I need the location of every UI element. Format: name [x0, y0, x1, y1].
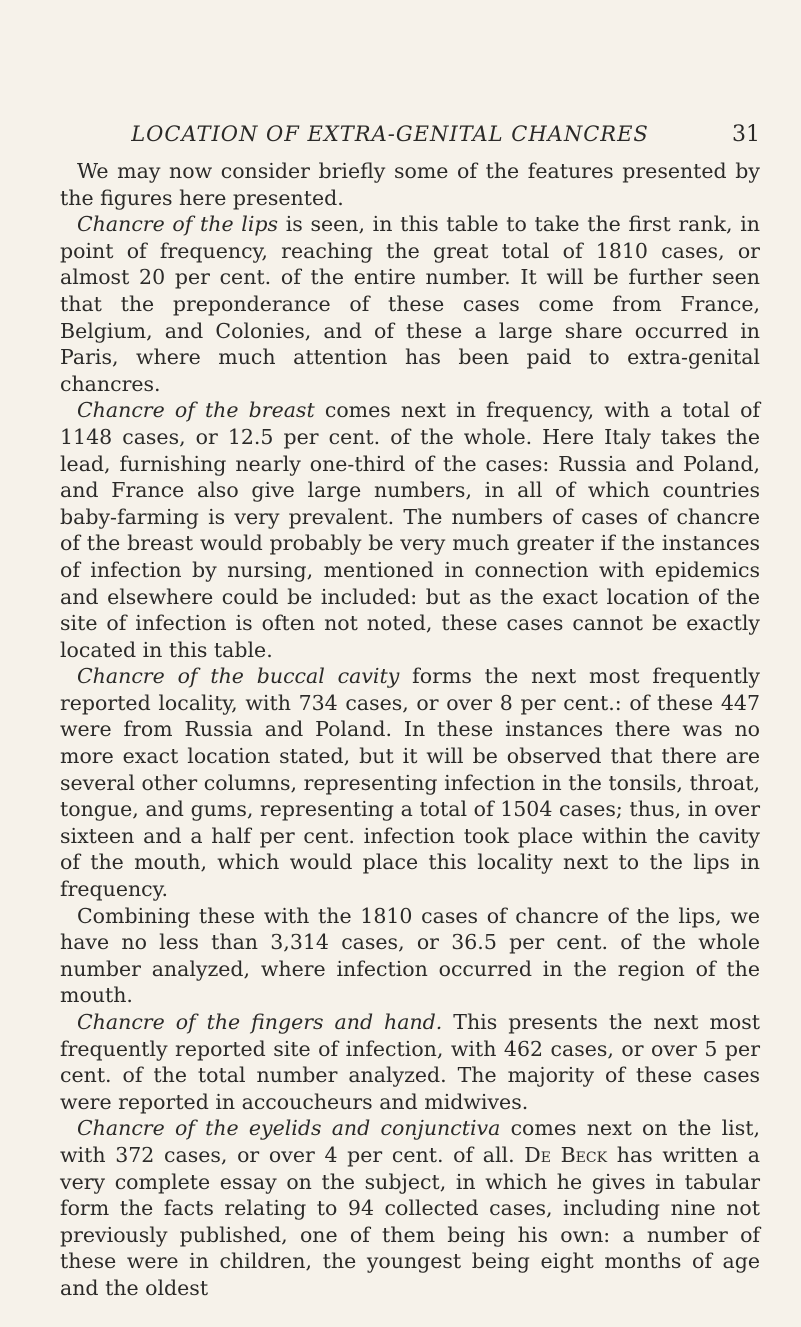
paragraph-lead: Chancre of the breast — [77, 398, 315, 423]
author-name: De Beck — [524, 1142, 608, 1167]
paragraph-text: We may now consider briefly some of the features presented by the figures here presented. — [60, 159, 760, 210]
paragraph-text: forms the next most frequently reported locality, with 734 cases, or over 8 per cent.: of these 447 were from Russia and Poland. In these instances there was no more exact location stated, but it will be observed that there are several other columns, representing infection in the tonsils, throat, tongue, and gums, representing a total of 1504 cases; thus, in over sixteen and a half per cent. infection took place within the cavity of the mouth, which would place this locality next to the lips in frequency. — [60, 664, 760, 902]
paragraph-text: comes next on the list, with 372 cases, or over 4 per cent. of all. — [60, 1116, 760, 1167]
paragraph-text: is seen, in this table to take the first rank, in point of frequency, reaching the great total of 1810 cases, or almost 20 per cent. of the entire number. It will be further seen that the preponderance of these cases come from France, Belgium, and Colonies, and of these a large share occurred in Paris, where much attention has been paid to extra-genital chancres. — [60, 212, 760, 396]
page-header — [60, 122, 760, 152]
book-page — [60, 0, 760, 1327]
paragraph — [60, 1115, 760, 1301]
paragraph — [60, 158, 760, 211]
paragraph — [60, 663, 760, 902]
paragraph-text: Combining these with the 1810 cases of chancre of the lips, we have no less than 3,314 cases, or 36.5 per cent. of the whole number analyzed, where infection occurred in the region of the mouth. — [60, 903, 760, 1008]
paragraph — [60, 211, 760, 397]
paragraph — [60, 1009, 760, 1115]
paragraph-text-continued: has written a very complete essay on the subject, in which he gives in tabular form the facts relating to 94 collected cases, including nine not previously published, one of them being his own: a number of these were in children, the youngest being eight months of age and the oldest — [60, 1142, 760, 1300]
paragraph-lead: Chancre of the fingers and hand. — [77, 1010, 443, 1034]
page-number: 31 — [732, 122, 760, 147]
paragraph-lead: Chancre of the eyelids and conjunctiva — [77, 1116, 501, 1141]
paragraph-text: comes next in frequency, with a total of 1148 cases, or 12.5 per cent. of the whole. Here Italy takes the lead, furnishing nearly one-third of the cases: Russia and Poland, and France also give large numbers, in all of which countries baby-farming is very prevalent. The numbers of cases of chancre of the breast would probably be very much greater if the instances of infection by nursing, mentioned in connection with epidemics and elsewhere could be included: but as the exact location of the site of infection is often not noted, these cases cannot be exactly located in this table. — [60, 398, 760, 662]
paragraph-lead: Chancre of the buccal cavity — [77, 664, 400, 689]
running-head: LOCATION OF EXTRA-GENITAL CHANCRES — [131, 122, 649, 146]
body-text — [60, 158, 760, 1302]
paragraph — [60, 397, 760, 663]
paragraph-text: This presents the next most frequently reported site of infection, with 462 cases, or over 5 per cent. of the total number analyzed. The majority of these cases were reported in accoucheurs and midwives. — [60, 1010, 760, 1114]
paragraph-lead: Chancre of the lips — [77, 212, 279, 237]
paragraph — [60, 903, 760, 1009]
